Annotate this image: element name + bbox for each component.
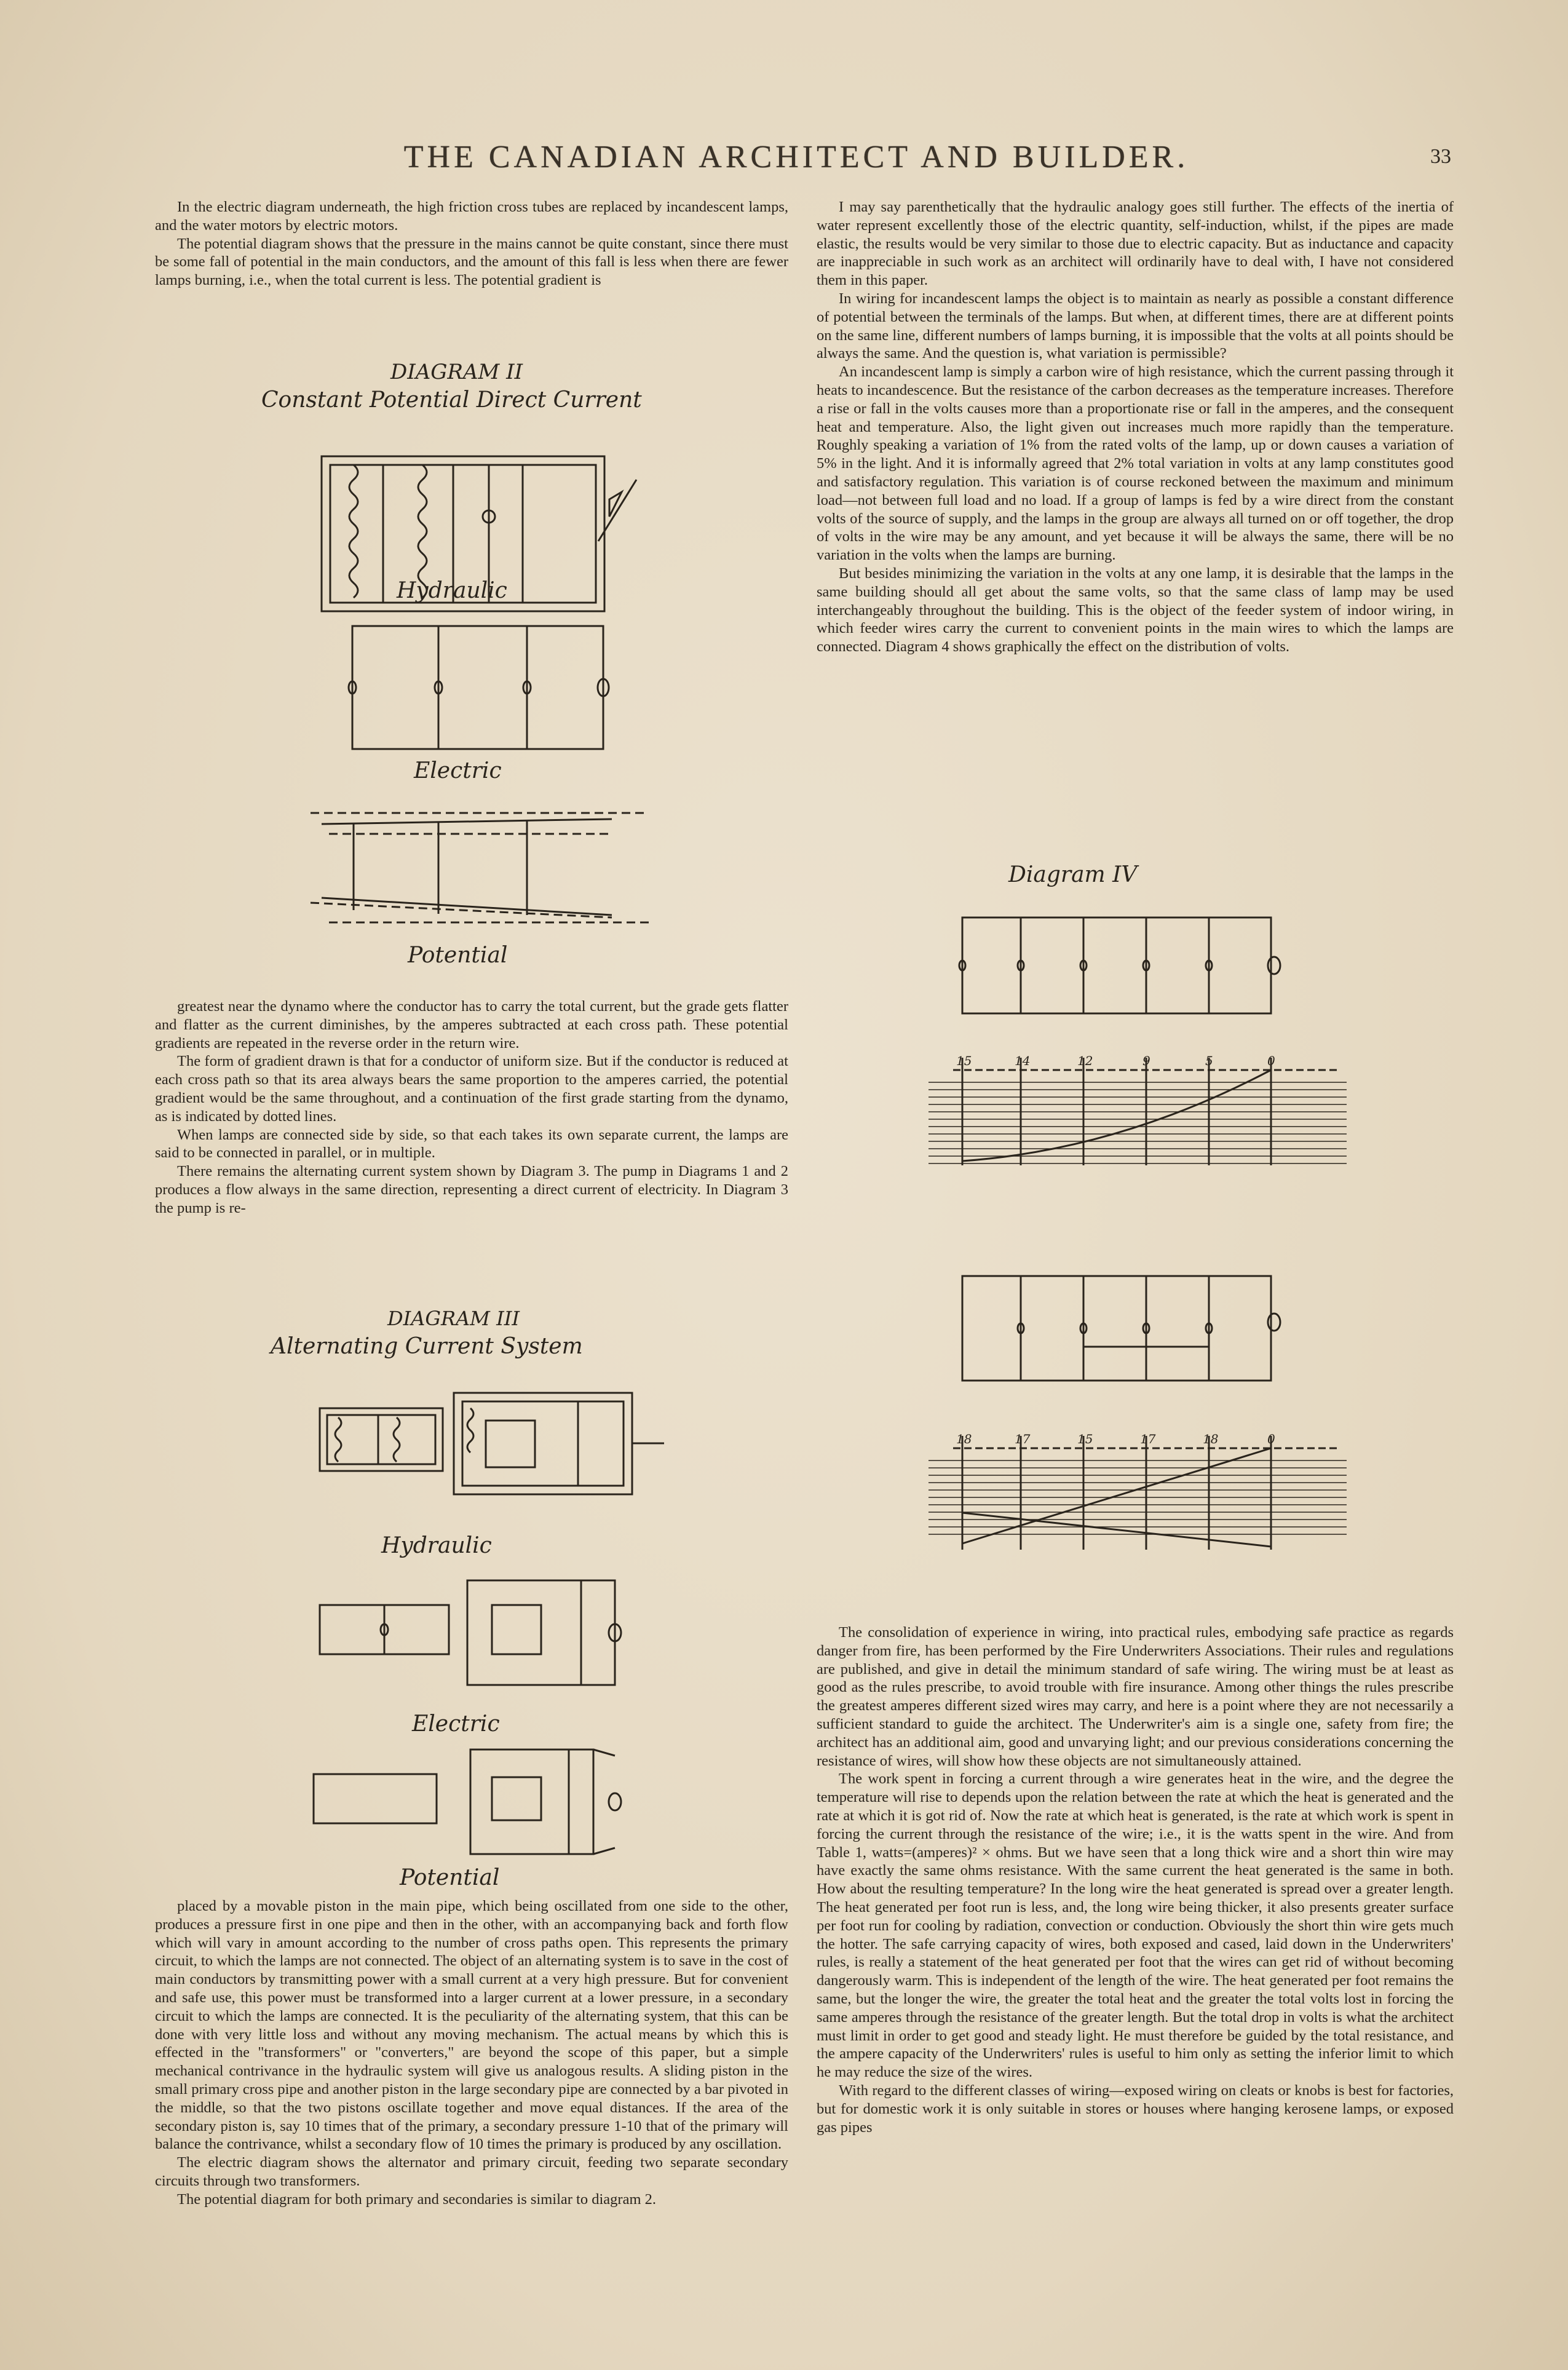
paragraph: greatest near the dynamo where the conductor has to carry the total current, but the grade gets flatter and flatter as the current diminishes, by the amperes subtracted at each cross path. These potential gradients are repeated in the reverse order in the return wire. — [155, 998, 788, 1052]
diagram-2 — [243, 357, 686, 981]
diagram-4-tick: 9 — [1142, 1053, 1150, 1068]
paragraph: There remains the alternating current system shown by Diagram 3. The pump in Diagrams 1 and 2 produces a flow always in the same direction, representing a direct current of electricity. In Diagram 3 the pump is re- — [155, 1163, 788, 1216]
diagram-4-tick: 17 — [1140, 1432, 1156, 1446]
diagram-4-tick: 0 — [1267, 1432, 1275, 1446]
paragraph: The consolidation of experience in wiring, into practical rules, embodying safe practice as regards danger from fire, has been performed by the Fire Underwriters Associations. Their rules and regulations are published, and give in detail the minimum standard of safe wiring. The wiring must be at least as good as the rules prescribe, to avoid trouble with fire insurance. Among other things the rules prescribe the greatest amperes different sized wires may carry, and here is a point where they are not necessarily a sufficient standard to guide the architect. The Underwriter's aim is a single one, safety from fire; the architect has an additional aim, good and unvarying light; and our previous considerations concerning the resistance of wires, will show how these objects are not simultaneously attained. — [817, 1624, 1454, 1769]
page-number: 33 — [1430, 145, 1451, 168]
diagram-2-title: DIAGRAM II — [390, 360, 523, 384]
diagram-4-title: Diagram IV — [1008, 862, 1138, 887]
diagram-3-label-hydraulic: Hydraulic — [381, 1533, 492, 1558]
paragraph: The electric diagram shows the alternator and primary circuit, feeding two separate secondary circuits through two transformers. — [155, 2154, 788, 2189]
paragraph: placed by a movable piston in the main pipe, which being oscillated from one side to the other, produces a pressure first in one pipe and then in the other, with an accompanying back and forth flow which will vary in amount according to the number of cross paths open. This represents the primary circuit, to which the lamps are not connected. The object of an alternating system is to save in the cost of main conductors by transmitting power with a small current at a very high pressure. But for convenient and safe use, this power must be transformed into a larger current at a lower pressure, in a secondary circuit to which the lamps are connected. It is the peculiarity of the alternating system, that this can be done with very little loss and without any moving mechanism. The actual means by which this is effected in the "transformers" or "converters," are beyond the scope of this paper, but a simple mechanical contrivance in the hydraulic system will give us analogous results. A sliding piston in the small primary cross pipe and another piston in the large secondary pipe are connected by a bar pivoted in the middle, so that the two pistons oscillate together and move equal distances. If the area of the secondary piston is, say 10 times that of the primary, a secondary pressure 1-10 that of the primary will balance the contrivance, whilst a secondary flow of 10 times the primary is produced by any oscillation. — [155, 1898, 788, 2153]
left-text-top — [155, 198, 788, 290]
diagram-4-tick: 12 — [1077, 1053, 1093, 1068]
right-text-top — [817, 198, 1454, 656]
paragraph: When lamps are connected side by side, so that each takes its own separate current, the lamps are said to be connected in parallel, or in multiple. — [155, 1126, 788, 1162]
diagram-4-tick: 17 — [1015, 1432, 1031, 1446]
paragraph: The form of gradient drawn is that for a conductor of uniform size. But if the conductor is reduced at each cross path so that its area always bears the same proportion to the amperes carried, the potential gradient would be the same throughout, and a continuation of the first grade starting from the dynamo, as is indicated by dotted lines. — [155, 1053, 788, 1125]
diagram-2-label-hydraulic: Hydraulic — [397, 578, 507, 603]
paragraph: The work spent in forcing a current through a wire generates heat in the wire, and the degree the temperature will rise to depends upon the relation between the rate at which the heat is generated and the rate at which it is got rid of. Now the rate at which heat is generated, is the rate at which work is spent in forcing the current through the resistance of the wire; i.e., it is the watts spent in the wire. And from Table 1, watts=(amperes)² × ohms. But we have seen that a long thick wire and a short thin wire may have exactly the same ohms resistance. With the same current the heat generated is the same in both. How about the resulting temperature? In the long wire the heat generated is spread over a greater length. The heat generated per foot run is less, and, the long wire being thicker, it also presents greater surface per foot run for cooling by radiation, convection or conduction. Obviously the short thin wire gets much the hotter. The safe carrying capacity of wires, both exposed and cased, laid down in the Underwriters' rules, is really a statement of the heat generated per foot that the wires can get rid of without becoming dangerously warm. This is independent of the length of the wire. The heat generated per foot remains the same, but the longer the wire, the greater the total heat and the greater the total volts lost in forcing the same amperes through the resistance of the greater length. But the total drop in volts is what the architect must limit in order to get good and steady light. He must therefore be guided by the total resistance, and the ampere capacity of the Underwriters' rules is useful to him only as setting the inferior limit to which he may reduce the size of the wires. — [817, 1770, 1454, 2081]
right-text-bottom — [817, 1623, 1454, 2136]
paragraph: In wiring for incandescent lamps the object is to maintain as nearly as possible a constant difference of potential between the terminals of the lamps. But when, at different times, there are at different points on the same line, different numbers of lamps burning, it is impossible that the volts at all points should be always the same. And the question is, what variation is permissible? — [817, 290, 1454, 362]
diagram-4-tick: 18 — [1203, 1432, 1219, 1446]
diagram-4-tick: 15 — [956, 1053, 972, 1068]
paragraph: With regard to the different classes of wiring—exposed wiring on cleats or knobs is best for factories, but for domestic work it is only suitable in stores or houses where hanging kerosene lamps, or exposed gas pipes — [817, 2082, 1454, 2136]
diagram-4 — [916, 861, 1359, 1623]
diagram-3 — [258, 1301, 689, 1891]
diagram-2-subtitle: Constant Potential Direct Current — [261, 387, 642, 413]
masthead-title: THE CANADIAN ARCHITECT AND BUILDER. — [403, 140, 1189, 175]
left-text-middle — [155, 997, 788, 1218]
diagram-4-tick: 18 — [956, 1432, 972, 1446]
diagram-4-tick: 5 — [1205, 1053, 1213, 1068]
diagram-3-label-electric: Electric — [412, 1711, 500, 1737]
diagram-4-tick: 14 — [1015, 1053, 1031, 1068]
paragraph: But besides minimizing the variation in the volts at any one lamp, it is desirable that the lamps in the same building should all get about the same volts, so that the same class of lamp may be used interchangeably throughout the building. This is the object of the feeder system of indoor wiring, in which feeder wires carry the current to convenient points in the main wires to which the lamps are connected. Diagram 4 shows graphically the effect on the distribution of volts. — [817, 565, 1454, 656]
paragraph: The potential diagram for both primary and secondaries is similar to diagram 2. — [177, 2190, 657, 2208]
paragraph: The potential diagram shows that the pressure in the mains cannot be quite constant, since there must be some fall of potential in the main conductors, and the amount of this fall is less when there are fewer lamps burning, i.e., when the total current is less. The potential gradient is — [155, 235, 788, 289]
paragraph: I may say parenthetically that the hydraulic analogy goes still further. The effects of the inertia of water represent excellently those of the electric quantity, self-induction, whilst, if the pipes are made elastic, the results would be very similar to those due to electric capacity. But as inductance and capacity are inappreciable in such work as an architect will ordinarily have to deal with, I have not considered them in this paper. — [817, 199, 1454, 289]
diagram-2-label-electric: Electric — [414, 758, 502, 783]
paragraph: An incandescent lamp is simply a carbon wire of high resistance, which the current passing through it heats to incandescence. But the resistance of the carbon decreases as the temperature increases. Therefore a rise or fall in the volts causes more than a proportionate rise or fall in the amperes, and the consequent heat and temperature. Also, the light given out increases much more rapidly than the temperature. Roughly speaking a variation of 1% from the rated volts of the lamp, up or down causes a variation of 5% in the light. And it is informally agreed that 2% total variation in volts at any lamp constitutes good and satisfactory regulation. This variation is of course reckoned between the maximum and minimum load—not between full load and no load. If a group of lamps is fed by a wire direct from the constant volts of the source of supply, and the lamps in the group are always all turned on or off together, the drop of volts in the wire may be any amount, and yet because it will be always the same, there will be no variation in the volts when the lamps are burning. — [817, 363, 1454, 564]
diagram-3-label-potential: Potential — [400, 1865, 500, 1890]
paragraph: In the electric diagram underneath, the high friction cross tubes are replaced by incandescent lamps, and the water motors by electric motors. — [155, 199, 788, 234]
page-header — [141, 139, 1451, 182]
diagram-3-title: DIAGRAM III — [387, 1307, 520, 1330]
diagram-4-tick: 15 — [1077, 1432, 1093, 1446]
diagram-3-subtitle: Alternating Current System — [271, 1334, 583, 1359]
left-text-bottom — [155, 1897, 788, 2209]
diagram-2-label-potential: Potential — [408, 943, 508, 968]
diagram-4-tick: 0 — [1267, 1053, 1275, 1068]
